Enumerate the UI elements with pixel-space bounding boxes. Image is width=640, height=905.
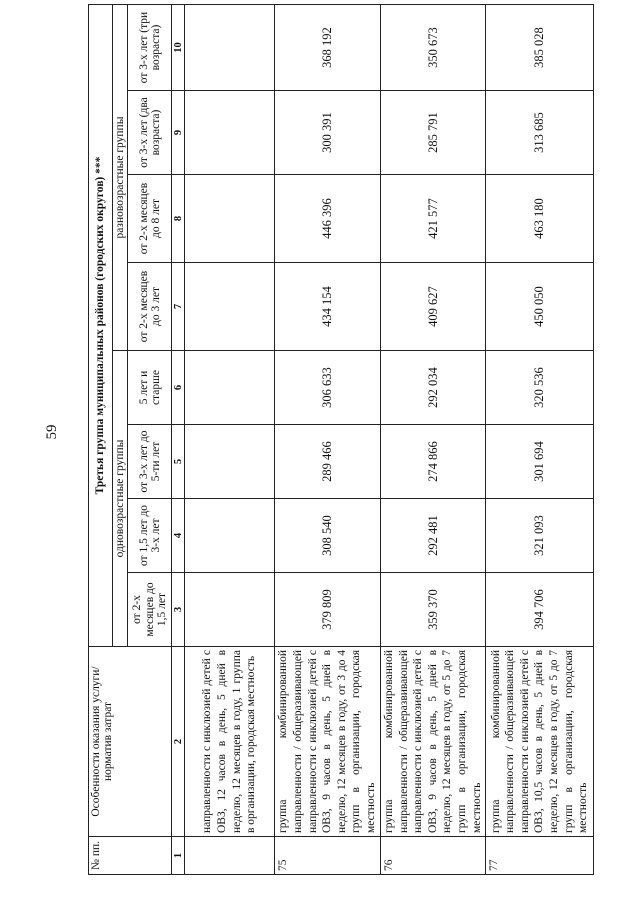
table-row <box>381 5 486 875</box>
value-cell <box>185 175 275 263</box>
row-number <box>185 837 275 875</box>
column-index-row <box>172 5 185 875</box>
index-cell: 9 <box>172 91 185 175</box>
index-cell: 10 <box>172 5 185 91</box>
header-no: № пп. <box>89 837 172 875</box>
value-cell: 409 627 <box>381 263 486 351</box>
value-cell <box>185 425 275 499</box>
header-col-8: от 2-х месяцев до 8 лет <box>128 175 172 263</box>
row-number: 75 <box>275 837 381 875</box>
header-col-5: от 3-х лет до 5-ти лет <box>128 425 172 499</box>
value-cell: 368 192 <box>275 5 381 91</box>
rotated-table-container <box>88 5 590 875</box>
header-col-6: 5 лет и старше <box>128 351 172 425</box>
value-cell: 301 694 <box>486 425 594 499</box>
row-description: группа комбинированной направленности / общеразвивающей направленности с инклюзией детей с ОВЗ, 10,5 часов в день, 5 дней в неделю, 12 месяцев в году, от 5 до 7 групп в организации, городская местность <box>486 647 594 837</box>
header-col-3: от 2-х месяцев до 1,5 лет <box>128 573 172 647</box>
row-description: направленности с инклюзией детей с ОВЗ, 12 часов в день, 5 дней в неделю, 12 месяцев в году, 1 группа в организации, городская местность <box>185 647 275 837</box>
row-description: группа комбинированной направленности / общеразвивающей направленности с инклюзией детей с ОВЗ, 9 часов в день, 5 дней в неделю, 12 месяцев в году, от 5 до 7 групп в организации, городская местность <box>381 647 486 837</box>
value-cell: 385 028 <box>486 5 594 91</box>
value-cell: 285 791 <box>381 91 486 175</box>
header-col-10: от 3-х лет (три возраста) <box>128 5 172 91</box>
value-cell: 421 577 <box>381 175 486 263</box>
value-cell <box>185 5 275 91</box>
index-cell: 2 <box>172 647 185 837</box>
value-cell: 289 466 <box>275 425 381 499</box>
header-region: Третья группа муниципальных районов (городских округов) *** <box>89 5 113 647</box>
table-row <box>185 5 275 875</box>
value-cell: 313 685 <box>486 91 594 175</box>
value-cell: 292 034 <box>381 351 486 425</box>
value-cell: 321 093 <box>486 499 594 573</box>
value-cell: 379 809 <box>275 573 381 647</box>
row-number: 77 <box>486 837 594 875</box>
row-number: 76 <box>381 837 486 875</box>
value-cell: 306 633 <box>275 351 381 425</box>
value-cell: 463 180 <box>486 175 594 263</box>
value-cell: 308 540 <box>275 499 381 573</box>
value-cell: 359 370 <box>381 573 486 647</box>
value-cell <box>185 263 275 351</box>
index-cell: 4 <box>172 499 185 573</box>
header-col-7: от 2-х месяцев до 3 лет <box>128 263 172 351</box>
value-cell: 320 536 <box>486 351 594 425</box>
page-number: 59 <box>44 424 60 440</box>
header-col-9: от 3-х лет (два возраста) <box>128 91 172 175</box>
value-cell <box>185 499 275 573</box>
value-cell: 292 481 <box>381 499 486 573</box>
index-cell: 1 <box>172 837 185 875</box>
value-cell: 450 050 <box>486 263 594 351</box>
value-cell: 274 866 <box>381 425 486 499</box>
value-cell: 300 391 <box>275 91 381 175</box>
index-cell: 3 <box>172 573 185 647</box>
index-cell: 7 <box>172 263 185 351</box>
index-cell: 6 <box>172 351 185 425</box>
row-description: группа комбинированной направленности / общеразвивающей направленности с инклюзией детей с ОВЗ, 9 часов в день, 5 дней в неделю, 12 месяцев в году, от 3 до 4 групп в организации, городская местность <box>275 647 381 837</box>
value-cell <box>185 351 275 425</box>
value-cell <box>185 91 275 175</box>
value-cell: 394 706 <box>486 573 594 647</box>
header-mixed-age: разновозрастные группы <box>113 5 128 351</box>
value-cell: 350 673 <box>381 5 486 91</box>
header-single-age: одновозрастные группы <box>113 351 128 647</box>
cost-norm-table <box>88 4 594 875</box>
value-cell: 446 396 <box>275 175 381 263</box>
index-cell: 8 <box>172 175 185 263</box>
value-cell: 434 154 <box>275 263 381 351</box>
value-cell <box>185 573 275 647</box>
index-cell: 5 <box>172 425 185 499</box>
header-feature: Особенности оказания услуги/норматив затрат <box>89 647 172 837</box>
table-row <box>486 5 594 875</box>
table-row <box>275 5 381 875</box>
header-col-4: от 1,5 лет до 3-х лет <box>128 499 172 573</box>
